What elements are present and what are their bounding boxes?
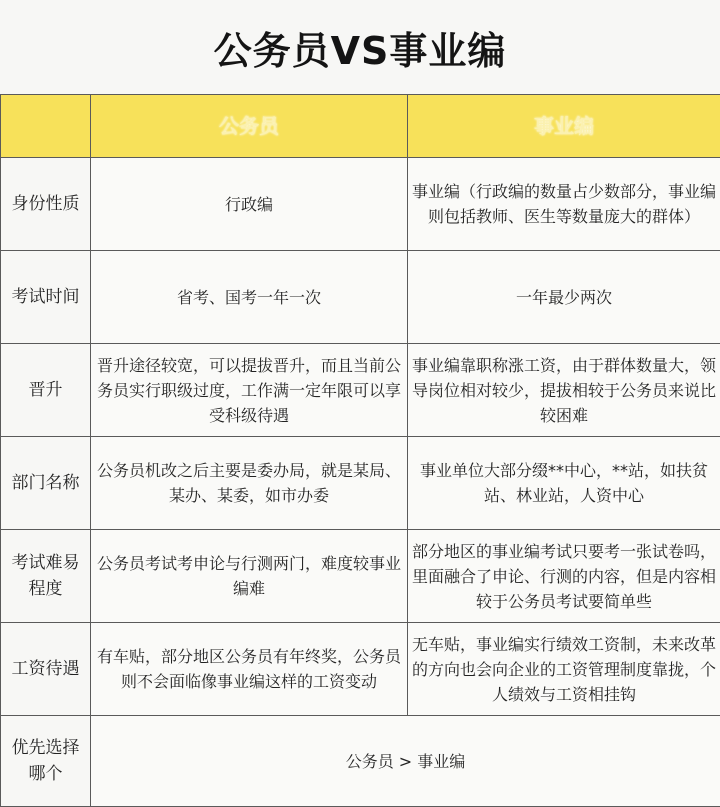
institution-cell: 无车贴，事业编实行绩效工资制，未来改革的方向也会向企业的工资管理制度靠拢，个人绩效与工资相挂钩: [408, 623, 720, 716]
row-label: 考试难易程度: [1, 530, 91, 623]
institution-cell: 事业编（行政编的数量占少数部分，事业编则包括教师、医生等数量庞大的群体）: [408, 158, 720, 251]
final-answer-cell: 公务员 > 事业编: [91, 716, 720, 807]
header-row: [1, 95, 720, 158]
row-label: 身份性质: [1, 158, 91, 251]
final-row: [1, 716, 720, 807]
institution-cell: 事业编靠职称涨工资，由于群体数量大，领导岗位相对较少，提拔相较于公务员来说比较困难: [408, 344, 720, 437]
table-row: [1, 530, 720, 623]
institution-cell: 一年最少两次: [408, 251, 720, 344]
institution-cell: 部分地区的事业编考试只要考一张试卷吗，里面融合了申论、行测的内容，但是内容相较于公务员考试要简单些: [408, 530, 720, 623]
institution-header: 事业编: [408, 95, 720, 158]
civil-servant-cell: 晋升途径较宽，可以提拔晋升，而且当前公务员实行职级过度，工作满一定年限可以享受科级待遇: [91, 344, 408, 437]
final-row-label: 优先选择哪个: [1, 716, 91, 807]
civil-servant-cell: 省考、国考一年一次: [91, 251, 408, 344]
civil-servant-cell: 行政编: [91, 158, 408, 251]
row-label: 部门名称: [1, 437, 91, 530]
table-row: [1, 251, 720, 344]
civil-servant-cell: 公务员机改之后主要是委办局，就是某局、某办、某委，如市办委: [91, 437, 408, 530]
table-row: [1, 158, 720, 251]
institution-cell: 事业单位大部分缀**中心，**站，如扶贫站、林业站，人资中心: [408, 437, 720, 530]
row-label: 晋升: [1, 344, 91, 437]
corner-header: [1, 95, 91, 158]
civil-servant-header: 公务员: [91, 95, 408, 158]
table-row: [1, 623, 720, 716]
table-row: [1, 437, 720, 530]
table-row: [1, 344, 720, 437]
row-label: 考试时间: [1, 251, 91, 344]
civil-servant-cell: 公务员考试考申论与行测两门，难度较事业编难: [91, 530, 408, 623]
comparison-table: [0, 94, 720, 807]
civil-servant-cell: 有车贴，部分地区公务员有年终奖，公务员则不会面临像事业编这样的工资变动: [91, 623, 408, 716]
row-label: 工资待遇: [1, 623, 91, 716]
page-title: 公务员VS事业编: [0, 0, 720, 94]
